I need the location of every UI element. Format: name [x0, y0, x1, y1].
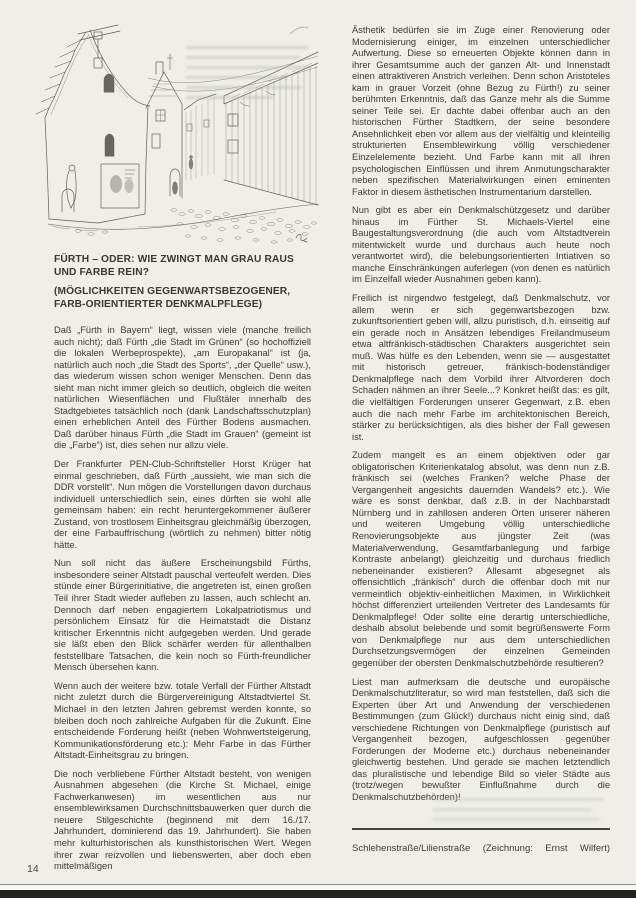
article-paragraph: Wenn auch der weitere bzw. totale Verfall der Fürther Altstadt nicht zuletzt durch die Bürgervereinigung Altstadtviertel St. Michael in den letzten Jahren gebremst werden konnte, so bleiben doch noch zahlreiche Aufgaben für die Zukunft. Eine entscheidende Forderung heißt (neben Wohnwertsteigerung, Kommunikationsförderung etc.): Mehr Farbe in das Fürther Altstadt-Einheitsgrau zu bringen.: [54, 680, 311, 761]
right-column: [352, 25, 610, 825]
article-paragraph: Freilich ist nirgendwo festgelegt, daß Denkmalschutz, vor allem wenn er sich gegenwartsbezogen bzw. zukunftsorientiert geben will, allzu puristisch, d.h. einseitig auf ein gerade noch in Ansätzen lebendiges Freilandmuseum etwa altfränkisch-städtischen Charakters ausgerichtet sein muß. Was hülfe es den Lebenden, wenn sie — ausgestattet mit historisch getreuer, fränkisch-bodenständiger Denkmalpflege nach dem Vorbild ihrer Altvorderen doch Schaden nähmen an ihrer Seele...? Konkret heißt das: es gilt, die vielfältigen Forderungen unserer Gegenwart, z.B. eben auch die nach mehr Farbe im architektonischen Bereich, stärker zu berücksichtigen, als dies bisher der Fall gewesen ist.: [352, 293, 610, 442]
article-subtitle: (MÖGLICHKEITEN GEGENWARTSBEZOGENER, FARB-ORIENTIERTER DENKMALPFLEGE): [54, 286, 291, 310]
page-number: 14: [27, 863, 39, 875]
article-title: FÜRTH – ODER: WIE ZWINGT MAN GRAU RAUS UND FARBE REIN?: [54, 254, 294, 278]
article-paragraph: Ästhetik bedürfen sie im Zuge einer Renovierung oder Modernisierung einiger, im einzelnen unterschiedlicher Aufwertung. Diese so erneuerten Objekte können dann in ihrer Gesamtsumme auch der ganzen Alt- und Innenstadt einen attraktiveren Anstrich verleihen. Denn schon Aristoteles kam in grauer Vorzeit (ohne Bezug zu Fürth!) zu seiner berühmten Erkenntnis, daß das Ganze mehr als die Summe seiner Teile sei. Er dachte dabei offenbar auch an den historischen Fürther Stadtkern, der seine besondere Ansehnlichkeit eben vor allem aus der vielfältig und kleinteilig strukturierten Ensemblewirkung völlig verschiedener Einzelelemente bezieht. Und Farbe kann mit all ihren psychologischen Einflüssen und ihrem Anmutungscharakter neben spezifischen Materialwirkungen einen eminenten Faktor in diesem ästhetischen Instrumentarium darstellen.: [352, 25, 610, 197]
caption-rule: [352, 828, 610, 830]
article-paragraph: Zudem mangelt es an einem objektiven oder gar obligatorischen Kriterienkatalog absolut, was denn nun z.B. fränkisch sei (welches Franken? welche Phase der Vergangenheit angesichts dauernden Wandels? etc.). Wie wäre es sonst denkbar, daß z.B. in der Nachbarstadt Nürnberg und in zahllosen anderen Orten unserer näheren und weiteren Umgebung völlig unterschiedliche Renovierungsobjekte aus jüngster Zeit (was Materialverwendung, Gesamtfarbanlegung und farbige Kontraste anbelangt) gleichzeitig und durchaus friedlich nebeneinander existieren? Allesamt abgesegnet als offensichtlich „fränkisch“ durch die offenbar doch mit nur vermeintlich objektiv-einheitlichen Maximen, in Wirklichkeit höchst differenziert urteilenden Vertreter des Landesamts für Denkmalpflege! Oder sollte eine derartig unterschiedliche, deshalb absolut belebende und somit begrüßenswerte Form von Denkmalpflege nur aus dem unterschiedlichen Durchsetzungsvermögen der einzelnen Gemeinden gegenüber der obersten Denkmalschutzbehörde resultieren?: [352, 450, 610, 668]
article-paragraph: Der Frankfurter PEN-Club-Schriftsteller Horst Krüger hat einmal geschrieben, daß Fürth „aussieht, wie man sich die DDR vorstellt“. Nun mögen die Vorstellungen davon durchaus individuell unterschiedlich sein, eines dürften sie wohl alle gemeinsam haben: ein recht heruntergekommener äußerer Zustand, von trostlosem Einheitsgrau gleichmäßig überzogen, der eine Farbauffrischung (wörtlich zu nehmen) bitter nötig hätte.: [54, 459, 311, 550]
figure-caption-block: [352, 828, 610, 855]
article-paragraph: Daß „Fürth in Bayern“ liegt, wissen viele (manche freilich auch nicht); daß Fürth „die Stadt im Grünen“ (so hochoffiziell die lokalen Werbeprospekte), „am Europakanal“ ist (ja, natürlich auch noch „die Stadt des Sports“, „der Quelle“ usw.), das wiederum wissen schon weniger Menschen. Denn das sieht man nicht immer gleich so deutlich, obgleich die weiten natürlichen Wiesenflächen und Flußtäler innerhalb des Stadtgebietes tatsächlich noch (dank Landschaftsschutzplan) einen erheblichen Anteil des Fürther Bodens ausmachen. Daß darüber hinaus Fürth „die Stadt im Grauen“ (gemeint ist die „Farbe“) ist, dies sehen nur allzu viele.: [54, 325, 311, 451]
page-bottom-edge-dark: [0, 890, 636, 898]
street-sketch-drawing: [28, 12, 320, 252]
article-paragraph: Liest man aufmerksam die deutsche und europäische Denkmalschutzliteratur, so wird man feststellen, daß sich die Experten über Art und Anwendung der verschiedenen Bestimmungen (zum Glück!) durchaus nicht einig sind, daß verschiedene Richtungen von Denkmalpflege (puristisch auf Vergangenheit bezogen, aufgeschlossen gegenüber Forderungen der Moderne etc.) durchaus nebeneinander gleichwertig bestehen. Und gerade sie machen letztendlich das pluralistische und lebendige Bild so vieler Städte aus (trotz/wegen bewußter Einflußnahme durch die Denkmalschutzbehörden)!: [352, 676, 610, 802]
article-paragraph: Nun gibt es aber ein Denkmalschützgesetz und darüber hinaus im Fürther St. Michaels-Viertel eine Baugestaltungsverordnung (die auch vom Altstadtverein mitentwickelt wurde und durchaus auch heute noch verantwortet wird), die belebungsorientierten Intiativen so manche Einschränkungen auferlegen (von denen es natürlich im Einzelfall wieder Ausnahmen geben kann).: [352, 205, 610, 285]
illustration-caption: Schlehenstraße/Lilienstraße (Zeichnung: Ernst Wilfert): [352, 843, 610, 854]
article-paragraph: Nun soll nicht das äußere Erscheinungsbild Fürths, insbesondere seiner Altstadt pauschal verteufelt werden. Dies stünde einer Bürgerinitiative, die angetreten ist, einen großen Teil ihrer Stadt wieder aufleben zu lassen, auch schlecht an. Dennoch darf neben engagiertem Lokalpatriotismus und persönlichem Einsatz für die Heimatstadt die Distanz kritischer Erkenntnis nicht aufgegeben werden. Und gerade sie läßt eben den Blick schärfer werden für allenthalben feststellbare Tatsachen, die kein noch so Fürth-freundlicher Mensch übersehen kann.: [54, 558, 311, 673]
street-sketch-figure: [28, 12, 320, 252]
article-paragraph: Die noch verbliebene Fürther Altstadt besteht, von wenigen Ausnahmen abgesehen (die Kirche St. Michael, einige Fachwerkanwesen) im wesentlichen aus nur ensemblewirksamen Durchschnittsbauwerken quer durch die neuere Stilgeschichte (beginnend mit dem 16./17. Jahrhundert, dominierend das 19. Jahrhundert). Sie haben mehr kulturhistorischen als kunsthistorischen Wert. Wegen ihrer zwar reizvollen und liebenswerten, aber doch eben mittelmäßigen: [54, 768, 311, 872]
left-column: [54, 253, 311, 875]
